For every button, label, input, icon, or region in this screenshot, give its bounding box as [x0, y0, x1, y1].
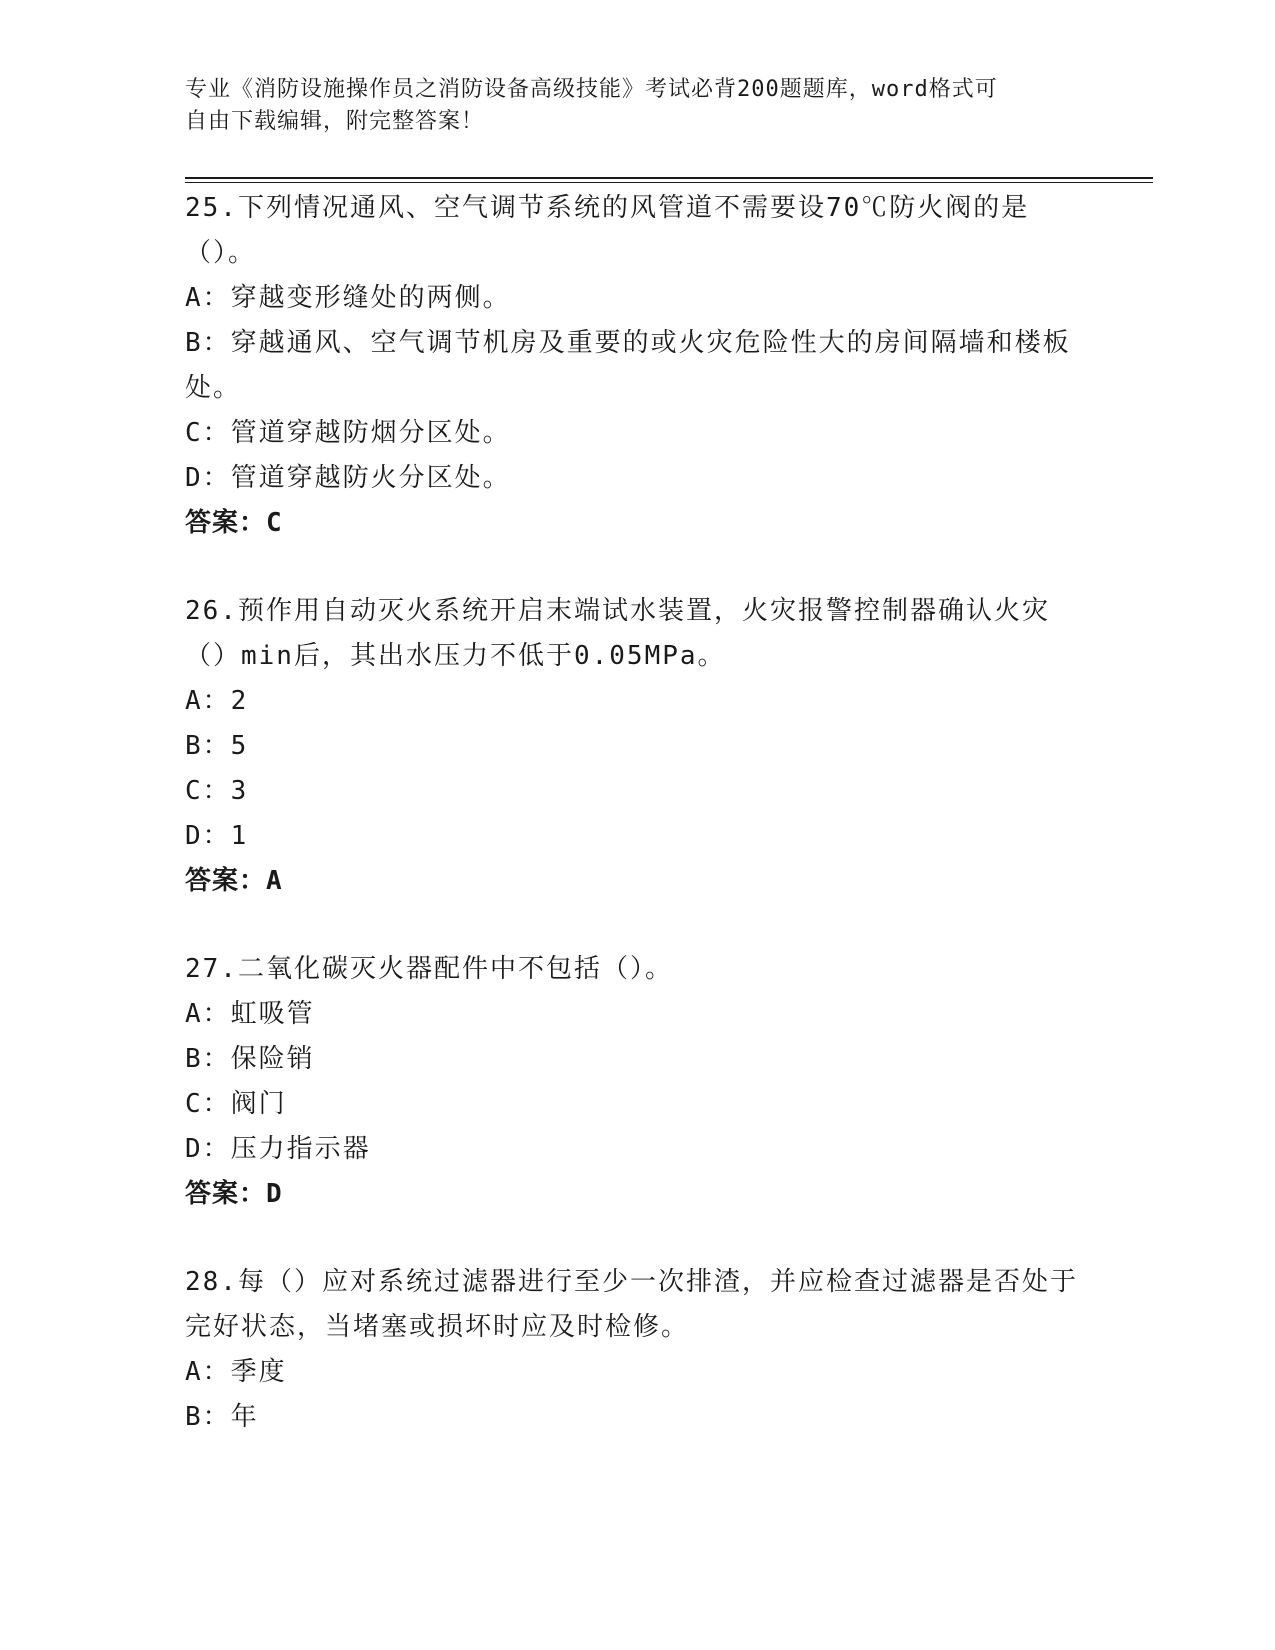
option-b: B：保险销: [185, 1044, 315, 1074]
question-stem: 27.二氧化碳灭火器配件中不包括（）。: [185, 954, 673, 984]
option-a: A：2: [185, 686, 249, 716]
option-b: B：穿越通风、空气调节机房及重要的或火灾危险性大的房间隔墙和楼板处。: [185, 328, 1071, 403]
question-26: [185, 589, 1085, 904]
answer-line: 答案：D: [185, 1179, 283, 1209]
option-d: D：管道穿越防火分区处。: [185, 463, 511, 493]
question-25: [185, 186, 1085, 546]
document-header: [185, 74, 1065, 138]
option-c: C：阀门: [185, 1089, 287, 1119]
answer-line: 答案：A: [185, 866, 283, 896]
option-a: A：季度: [185, 1357, 287, 1387]
header-line-1: 专业《消防设施操作员之消防设备高级技能》考试必背200题题库，word格式可: [185, 77, 998, 102]
option-c: C：3: [185, 776, 249, 806]
option-b: B：5: [185, 731, 249, 761]
header-divider-thick: [185, 177, 1153, 179]
option-a: A：虹吸管: [185, 999, 315, 1029]
header-line-2: 自由下载编辑，附完整答案！: [185, 109, 485, 134]
option-d: D：1: [185, 821, 249, 851]
answer-line: 答案：C: [185, 508, 283, 538]
question-stem: 26.预作用自动灭火系统开启末端试水装置，火灾报警控制器确认火灾（）min后，其出水压力不低于0.05MPa。: [185, 596, 1050, 671]
header-divider-thin: [185, 182, 1153, 183]
option-a: A：穿越变形缝处的两侧。: [185, 283, 511, 313]
option-c: C：管道穿越防烟分区处。: [185, 418, 511, 448]
option-d: D：压力指示器: [185, 1134, 371, 1164]
question-27: [185, 947, 1085, 1217]
question-28: [185, 1260, 1085, 1440]
question-stem: 25.下列情况通风、空气调节系统的风管道不需要设70℃防火阀的是（）。: [185, 193, 1030, 268]
question-stem: 28.每（）应对系统过滤器进行至少一次排渣，并应检查过滤器是否处于完好状态，当堵塞或损坏时应及时检修。: [185, 1267, 1078, 1342]
question-list: [185, 186, 1085, 1483]
option-b: B：年: [185, 1402, 259, 1432]
